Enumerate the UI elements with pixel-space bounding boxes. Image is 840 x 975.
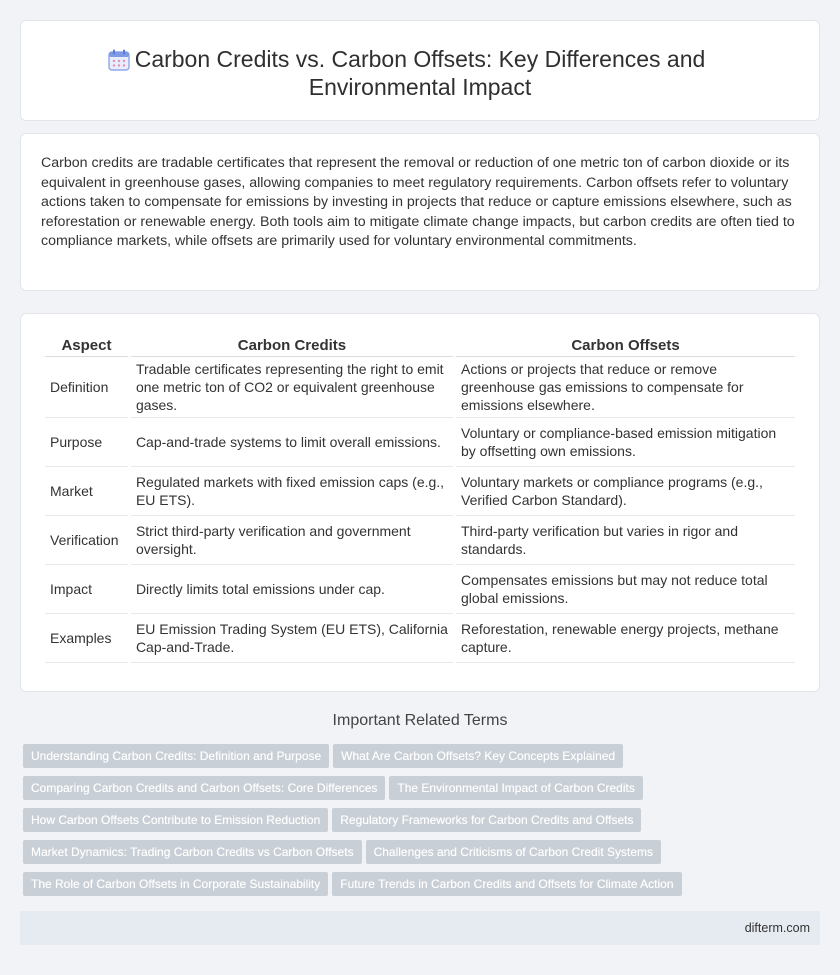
offsets-cell: Actions or projects that reduce or remove greenhouse gas emissions to compensate for emissions elsewhere.: [456, 357, 795, 418]
aspect-cell: Examples: [45, 614, 128, 663]
aspect-cell: Verification: [45, 516, 128, 565]
related-term-link[interactable]: Challenges and Criticisms of Carbon Credit Systems: [366, 840, 661, 864]
offsets-cell: Voluntary or compliance-based emission mitigation by offsetting own emissions.: [456, 418, 795, 467]
offsets-cell: Reforestation, renewable energy projects, methane capture.: [456, 614, 795, 663]
table-header-row: [45, 334, 795, 357]
aspect-cell: Purpose: [45, 418, 128, 467]
related-term-link[interactable]: Future Trends in Carbon Credits and Offsets for Climate Action: [332, 872, 681, 896]
table-row: [45, 614, 795, 663]
header-carbon-credits: Carbon Credits: [131, 334, 453, 357]
offsets-cell: Third-party verification but varies in rigor and standards.: [456, 516, 795, 565]
table-row: [45, 516, 795, 565]
credits-cell: Directly limits total emissions under cap.: [131, 565, 453, 614]
intro-card: [20, 133, 820, 291]
header-card: [20, 20, 820, 121]
page-title: [21, 45, 819, 101]
related-term-link[interactable]: Regulatory Frameworks for Carbon Credits and Offsets: [332, 808, 641, 832]
title-line-1: Carbon Credits vs. Carbon Offsets: Key Differences and: [134, 46, 706, 72]
related-term-link[interactable]: How Carbon Offsets Contribute to Emission Reduction: [23, 808, 328, 832]
credits-cell: Strict third-party verification and government oversight.: [131, 516, 453, 565]
related-term-link[interactable]: Comparing Carbon Credits and Carbon Offsets: Core Differences: [23, 776, 385, 800]
related-terms-list: [23, 744, 723, 904]
credits-cell: Regulated markets with fixed emission caps (e.g., EU ETS).: [131, 467, 453, 516]
comparison-table: [42, 334, 798, 663]
header-aspect: Aspect: [45, 334, 128, 357]
related-term-link[interactable]: The Environmental Impact of Carbon Credits: [389, 776, 642, 800]
title-line-2: Environmental Impact: [308, 74, 532, 100]
tag-row: [23, 776, 723, 808]
tag-row: [23, 744, 723, 776]
tag-row: [23, 872, 723, 904]
calendar-icon: [107, 48, 131, 72]
tag-row: [23, 840, 723, 872]
footer: [20, 911, 820, 945]
credits-cell: EU Emission Trading System (EU ETS), California Cap-and-Trade.: [131, 614, 453, 663]
related-term-link[interactable]: What Are Carbon Offsets? Key Concepts Explained: [333, 744, 623, 768]
table-row: [45, 357, 795, 418]
related-term-link[interactable]: Understanding Carbon Credits: Definition and Purpose: [23, 744, 329, 768]
credits-cell: Cap-and-trade systems to limit overall emissions.: [131, 418, 453, 467]
related-terms-heading: Important Related Terms: [332, 712, 508, 729]
credits-cell: Tradable certificates representing the right to emit one metric ton of CO2 or equivalent greenhouse gases.: [131, 357, 453, 418]
comparison-card: [20, 313, 820, 692]
intro-paragraph: Carbon credits are tradable certificates that represent the removal or reduction of one metric ton of carbon dioxide or its equivalent in greenhouse gases, allowing companies to meet regulatory requirements. Carbon offsets refer to voluntary actions taken to compensate for emissions by investing in projects that reduce or capture emissions elsewhere, such as reforestation or renewable energy. Both tools aim to mitigate climate change impacts, but carbon credits are often tied to compliance markets, while offsets are primarily used for voluntary environmental commitments.: [41, 155, 795, 249]
related-term-link[interactable]: Market Dynamics: Trading Carbon Credits vs Carbon Offsets: [23, 840, 362, 864]
aspect-cell: Impact: [45, 565, 128, 614]
related-term-link[interactable]: The Role of Carbon Offsets in Corporate Sustainability: [23, 872, 328, 896]
site-link[interactable]: difterm.com: [744, 921, 810, 935]
aspect-cell: Market: [45, 467, 128, 516]
header-carbon-offsets: Carbon Offsets: [456, 334, 795, 357]
tag-row: [23, 808, 723, 840]
table-row: [45, 467, 795, 516]
offsets-cell: Voluntary markets or compliance programs (e.g., Verified Carbon Standard).: [456, 467, 795, 516]
table-row: [45, 418, 795, 467]
aspect-cell: Definition: [45, 357, 128, 418]
table-row: [45, 565, 795, 614]
offsets-cell: Compensates emissions but may not reduce total global emissions.: [456, 565, 795, 614]
